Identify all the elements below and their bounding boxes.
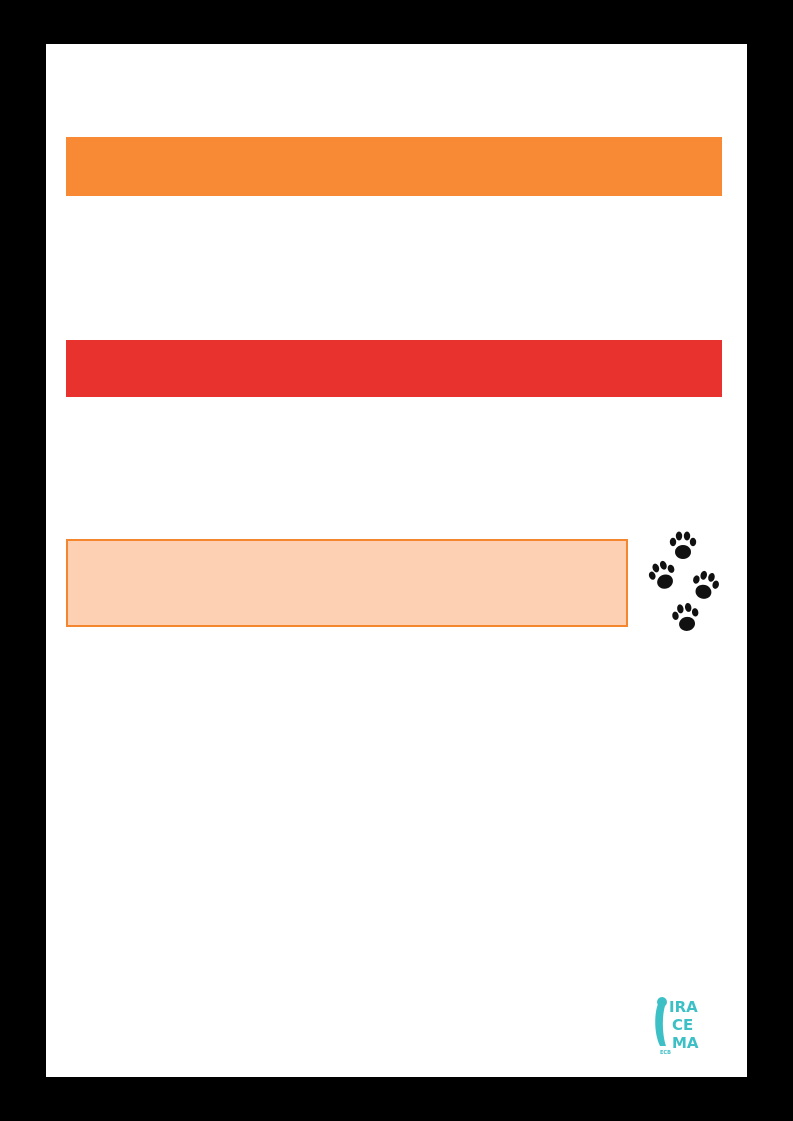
section-1-heading xyxy=(66,137,722,196)
paw-print-icon xyxy=(690,570,720,602)
document-page xyxy=(46,44,747,1077)
paw-print-icon xyxy=(671,602,701,634)
border-top xyxy=(0,0,793,44)
border-bottom xyxy=(0,1077,793,1121)
svg-text:CE: CE xyxy=(672,1016,694,1034)
border-right xyxy=(747,44,793,1077)
reminder-box xyxy=(66,539,628,627)
section-2-heading xyxy=(66,340,722,397)
border-left xyxy=(0,44,46,1077)
paw-print-icon xyxy=(648,560,678,592)
svg-text:ECB: ECB xyxy=(660,1050,671,1056)
svg-text:IRA: IRA xyxy=(669,998,698,1016)
paw-print-icon xyxy=(668,530,698,562)
iracema-logo xyxy=(652,994,712,1056)
svg-text:MA: MA xyxy=(672,1034,699,1052)
